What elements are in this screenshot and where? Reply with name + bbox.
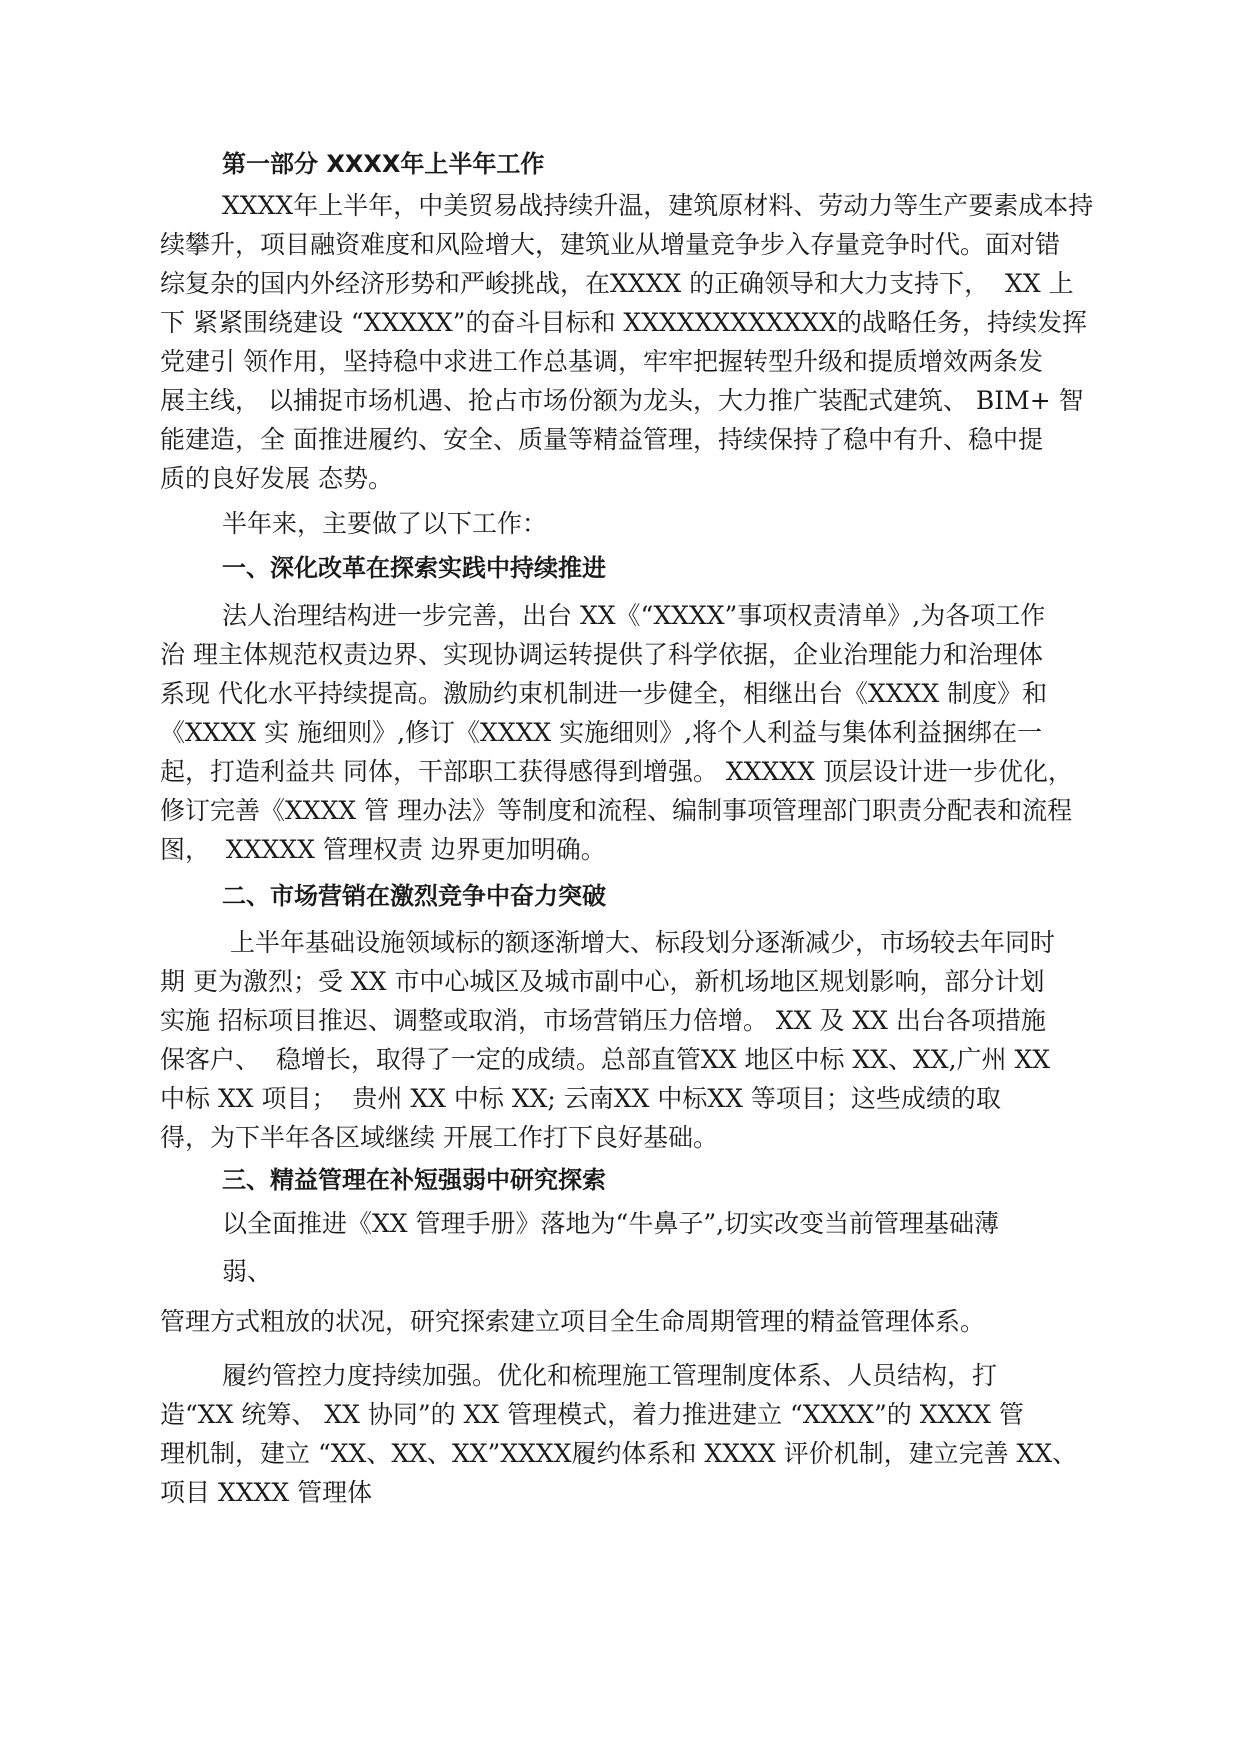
- paragraph-line: 修订完善《XXXX 管 理办法》等制度和流程、编制事项管理部门职责分配表和流程: [160, 796, 1073, 825]
- paragraph-line: 治 理主体规范权责边界、实现协调运转提供了科学依据，企业治理能力和治理体: [160, 640, 1043, 669]
- paragraph-line: 综复杂的国内外经济形势和严峻挑战，在XXXX 的正确领导和大力支持下， XX 上: [160, 269, 1074, 298]
- paragraph-line: 《XXXX 实 施细则》,修订《XXXX 实施细则》,将个人利益与集体利益捆绑在一: [160, 718, 1043, 747]
- paragraph-line: 项目 XXXX 管理体: [160, 1478, 373, 1507]
- paragraph-line: 法人治理结构进一步完善，出台 XX《“XXXX”事项权责清单》,为各项工作: [222, 601, 1046, 630]
- paragraph-line: 起，打造利益共 同体，干部职工获得感得到增强。 XXXXX 顶层设计进一步优化，: [160, 757, 1073, 786]
- paragraph-line: 系现 代化水平持续提高。激励约束机制进一步健全，相继出台《XXXX 制度》和: [160, 679, 1048, 708]
- paragraph-line: 上半年基础设施领域标的额逐渐增大、标段划分逐渐减少，市场较去年同时: [222, 928, 1055, 957]
- paragraph-line: 党建引 领作用，坚持稳中求进工作总基调，牢牢把握转型升级和提质增效两条发: [160, 347, 1043, 376]
- paragraph-line: 履约管控力度持续加强。优化和梳理施工管理制度体系、人员结构，打: [222, 1361, 998, 1390]
- paragraph-line: 管理方式粗放的状况，研究探索建立项目全生命周期管理的精益管理体系。: [160, 1307, 986, 1336]
- paragraph-line: 保客户、 稳增长，取得了一定的成绩。总部直管XX 地区中标 XX、XX,广州 XX: [160, 1045, 1051, 1074]
- paragraph-line: 展主线， 以捕捉市场机遇、抢占市场份额为龙头，大力推广装配式建筑、 BIM+ 智: [160, 386, 1084, 415]
- paragraph-line: 质的良好发展 态势。: [160, 464, 393, 493]
- paragraph-line: 期 更为激烈；受 XX 市中心城区及城市副中心，新机场地区规划影响，部分计划: [160, 967, 1045, 996]
- paragraph-line: 弱、: [222, 1257, 273, 1286]
- section-heading: 一、深化改革在探索实践中持续推进: [222, 554, 606, 582]
- section-heading: 二、市场营销在激烈竞争中奋力突破: [222, 882, 606, 910]
- paragraph-line: 实施 招标项目推迟、调整或取消，市场营销压力倍增。 XX 及 XX 出台各项措施: [160, 1006, 1046, 1035]
- paragraph-line: 中标 XX 项目； 贵州 XX 中标 XX; 云南XX 中标XX 等项目；这些成绩的取: [160, 1084, 1001, 1113]
- paragraph-line: 以全面推进《XX 管理手册》落地为“牛鼻子”,切实改变当前管理基础薄: [222, 1209, 1000, 1238]
- paragraph-line: 图， XXXXX 管理权责 边界更加明确。: [160, 835, 606, 864]
- paragraph-line: 得，为下半年各区域继续 开展工作打下良好基础。: [160, 1123, 718, 1152]
- part-title: 第一部分 XXXX年上半年工作: [222, 150, 545, 178]
- summary-line: 半年来，主要做了以下工作：: [222, 509, 548, 538]
- paragraph-line: XXXX年上半年，中美贸易战持续升温，建筑原材料、劳动力等生产要素成本持: [222, 191, 1094, 220]
- paragraph-line: 下 紧紧围绕建设 “XXXXX”的奋斗目标和 XXXXXXXXXXXX的战略任务，持续发挥: [160, 308, 1087, 337]
- paragraph-line: 续攀升，项目融资难度和风险增大，建筑业从增量竞争步入存量竞争时代。面对错: [160, 230, 1061, 259]
- paragraph-line: 理机制，建立 “XX、XX、XX”XXXX履约体系和 XXXX 评价机制，建立完善 XX、: [160, 1439, 1078, 1468]
- paragraph-line: 能建造，全 面推进履约、安全、质量等精益管理，持续保持了稳中有升、稳中提: [160, 425, 1043, 454]
- section-heading: 三、精益管理在补短强弱中研究探索: [222, 1166, 606, 1194]
- paragraph-line: 造“XX 统筹、 XX 协同”的 XX 管理模式，着力推进建立 “XXXX”的 XXXX 管: [160, 1400, 1024, 1429]
